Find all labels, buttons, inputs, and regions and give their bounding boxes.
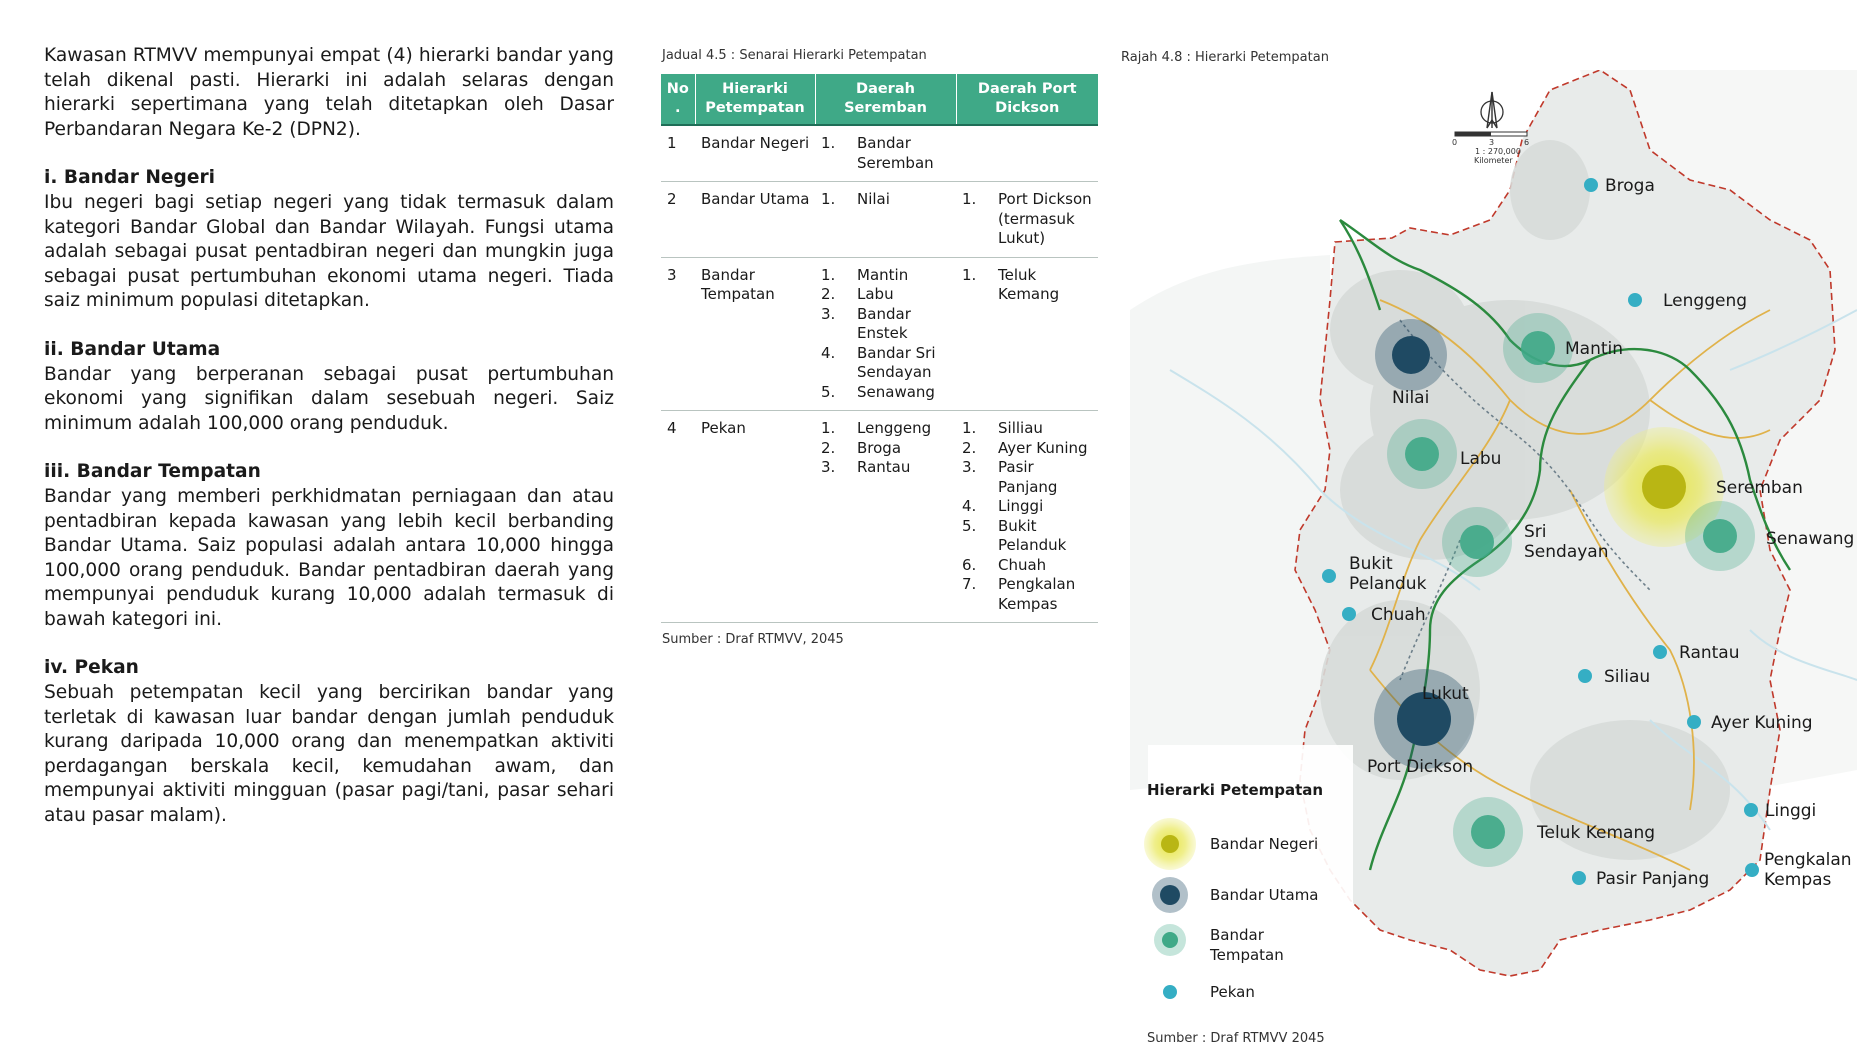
list-number: 1. [821,134,836,152]
list-number: 7. [962,575,977,593]
list-text: Ayer Kuning [998,438,1088,457]
list-item [962,575,1094,614]
label-chuah: Chuah [1371,605,1426,625]
list-item [821,458,952,478]
intro-paragraph: Kawasan RTMVV mempunyai empat (4) hierarki bandar yang telah dikenal pasti. Hierarki ini adalah selaras dengan hierarki sepertimana yang telah ditetapkan oleh Dasar Perbandaran Negara Ke-2 (DPN2). [44,45,614,140]
body-bandar-tempatan: Bandar yang memberi perkhidmatan perniagaan dan atau pentadbiran kepada kawasan yang lebih kecil berbanding Bandar Utama. Saiz populasi adalah antara 10,000 hingga 100,000 orang penduduk. Bandar pentadbiran daerah yang mempunyai penduduk kurang 10,000 adalah termasuk di bawah kategori ini. [44,485,614,630]
list-number: 3. [821,458,836,476]
scale-tick-6: 6 [1524,138,1530,147]
row-no: 2 [667,190,677,208]
list-item [962,556,1094,576]
sri-sendayan-marker [1442,507,1512,577]
list-item [821,285,952,305]
row-no: 3 [667,265,677,284]
table-source: Sumber : Draf RTMVV, 2045 [662,632,844,647]
hierarchy-table [661,74,1098,623]
label-broga: Broga [1605,176,1655,196]
mantin-marker [1503,313,1573,383]
legend-pekan: Pekan [1210,983,1255,1001]
list-number: 1. [962,265,977,284]
list-item [821,439,952,459]
list-number: 4. [821,343,836,362]
label-sri-2: Sendayan [1524,542,1609,562]
pengkalan-kempas-marker [1745,863,1759,877]
list-text: Chuah [998,555,1047,574]
heading-bandar-tempatan: iii. Bandar Tempatan [44,461,261,483]
siliau-marker [1578,669,1592,683]
chuah-marker [1342,607,1356,621]
row-seremban-list [815,411,956,623]
body-bandar-negeri: Ibu negeri bagi setiap negeri yang tidak termasuk dalam kategori Bandar Global dan Bandar Wilayah. Fungsi utama adalah sebagai pusat pentadbiran negeri dan mungkin juga sebagai pusat pertumbuhan ekonomi utama negeri. Tiada saiz minimum populasi ditetapkan. [44,191,614,312]
legend-title: Hierarki Petempatan [1147,781,1324,799]
list-text: Port Dickson (termasuk Lukut) [998,190,1092,247]
map-caption: Rajah 4.8 : Hierarki Petempatan [1121,50,1329,65]
teluk-kemang-marker [1453,797,1523,867]
label-seremban: Seremban [1716,478,1803,498]
list-number: 1. [821,265,836,284]
list-number: 2. [821,438,836,457]
list-number: 1. [821,190,836,208]
heading-pekan: iv. Pekan [44,657,139,679]
row-port-dickson-list [956,411,1098,623]
label-mantin: Mantin [1565,339,1624,359]
row-seremban-list [815,125,956,182]
description-column [44,44,614,829]
nilai-marker [1375,319,1447,391]
scale-tick-0: 0 [1452,138,1458,147]
labu-marker [1387,419,1457,489]
senawang-marker [1685,501,1755,571]
table-row [661,411,1098,623]
map-source: Sumber : Draf RTMVV 2045 [1147,1031,1325,1046]
list-number: 2. [962,438,977,457]
label-lukut: Lukut [1422,684,1469,704]
label-pengkalan-2: Kempas [1764,870,1832,890]
heading-bandar-negeri: i. Bandar Negeri [44,167,216,189]
list-item [962,190,1094,249]
rantau-marker [1653,645,1667,659]
legend-bandar-negeri: Bandar Negeri [1210,835,1319,853]
label-pengkalan-1: Pengkalan [1764,850,1852,870]
list-item [962,439,1094,459]
legend-bandar-utama: Bandar Utama [1210,886,1319,904]
list-number: 1. [962,190,977,208]
label-sri-1: Sri [1524,522,1547,542]
label-lenggeng: Lenggeng [1663,291,1748,311]
header-hierarki: Hierarki Petempatan [695,74,815,125]
header-no: No . [661,74,695,125]
row-hierarki: Bandar Negeri [701,134,810,152]
list-item [821,305,952,344]
label-port-dickson: Port Dickson [1367,757,1474,777]
list-item [962,458,1094,497]
list-text: Pengkalan Kempas [998,575,1076,613]
table-header-row [661,74,1098,125]
label-linggi: Linggi [1765,801,1817,821]
legend-bandar-tempatan-1: Bandar [1210,926,1264,944]
list-item [962,497,1094,517]
label-siliau: Siliau [1604,667,1651,687]
list-text: Silliau [998,419,1043,437]
pasir-panjang-marker [1572,871,1586,885]
list-text: Labu [857,285,894,303]
list-number: 4. [962,497,977,515]
list-item [962,266,1094,305]
list-text: Linggi [998,497,1044,515]
list-item [821,383,952,403]
list-number: 6. [962,555,977,574]
label-senawang: Senawang [1766,529,1855,549]
row-hierarki: Bandar Tempatan [701,265,775,303]
list-text: Bandar Enstek [857,304,911,342]
table-row [661,257,1098,411]
list-text: Mantin [857,265,909,284]
list-text: Pasir Panjang [998,458,1058,496]
list-text: Nilai [857,190,890,208]
row-port-dickson-list [956,182,1098,258]
linggi-marker [1744,803,1758,817]
list-number: 5. [821,382,836,401]
list-text: Rantau [857,458,911,476]
list-number: 3. [962,458,977,476]
body-bandar-utama: Bandar yang berperanan sebagai pusat pertumbuhan ekonomi yang signifikan dalam sesebuah negeri. Saiz minimum adalah 100,000 orang penduduk. [44,363,614,434]
ayer-kuning-marker [1687,715,1701,729]
label-teluk-kemang: Teluk Kemang [1537,823,1656,843]
list-text: Lenggeng [857,419,932,437]
label-bukit-2: Pelanduk [1349,574,1427,594]
list-text: Teluk Kemang [998,265,1060,303]
list-number: 1. [821,419,836,437]
list-number: 2. [821,285,836,303]
list-text: Bandar Seremban [857,134,934,172]
row-hierarki: Pekan [701,419,746,437]
label-ayer-kuning: Ayer Kuning [1711,713,1813,733]
list-item [821,134,952,173]
label-bukit-1: Bukit [1349,554,1393,574]
header-port-dickson: Daerah Port Dickson [956,74,1098,125]
scale-ratio: 1 : 270,000 [1475,147,1521,156]
row-port-dickson-list [956,125,1098,182]
row-no: 4 [667,419,677,437]
settlement-hierarchy-map [1130,70,1857,1056]
body-pekan: Sebuah petempatan kecil yang bercirikan bandar yang terletak di kawasan luar bandar dengan jumlah penduduk kurang daripada 10,000 orang dan menempatkan aktiviti perdagangan berskala kecil, kemudahan awam, dan mempunyai aktiviti mingguan (pasar pagi/tani, pasar sehari atau pasar malam). [44,682,614,827]
list-item [821,266,952,286]
list-item [821,344,952,383]
label-pasir-panjang: Pasir Panjang [1596,869,1710,889]
row-hierarki: Bandar Utama [701,190,810,208]
list-text: Bandar Sri Sendayan [857,343,936,381]
legend-pekan-icon [1163,985,1177,999]
label-nilai: Nilai [1392,388,1430,408]
label-labu: Labu [1460,449,1502,469]
list-number: 5. [962,516,977,535]
row-seremban-list [815,257,956,411]
list-item [962,419,1094,439]
legend-bandar-tempatan-2: Tempatan [1210,946,1284,964]
row-seremban-list [815,182,956,258]
list-item [821,419,952,439]
row-no: 1 [667,134,677,152]
table-row [661,182,1098,258]
scale-tick-3: 3 [1489,138,1495,147]
list-text: Broga [857,438,902,457]
heading-bandar-utama: ii. Bandar Utama [44,338,221,360]
table-row [661,125,1098,182]
scale-unit: Kilometer [1474,156,1513,165]
bukit-pelanduk-marker [1322,569,1336,583]
list-item [962,517,1094,556]
list-number: 1. [962,419,977,437]
label-rantau: Rantau [1679,643,1740,663]
list-text: Bukit Pelanduk [998,516,1067,554]
lenggeng-marker [1628,293,1642,307]
list-text: Senawang [857,382,935,401]
list-number: 3. [821,304,836,323]
header-seremban: Daerah Seremban [815,74,956,125]
table-caption: Jadual 4.5 : Senarai Hierarki Petempatan [662,48,927,63]
list-item [821,190,952,210]
broga-marker [1584,178,1598,192]
row-port-dickson-list [956,257,1098,411]
